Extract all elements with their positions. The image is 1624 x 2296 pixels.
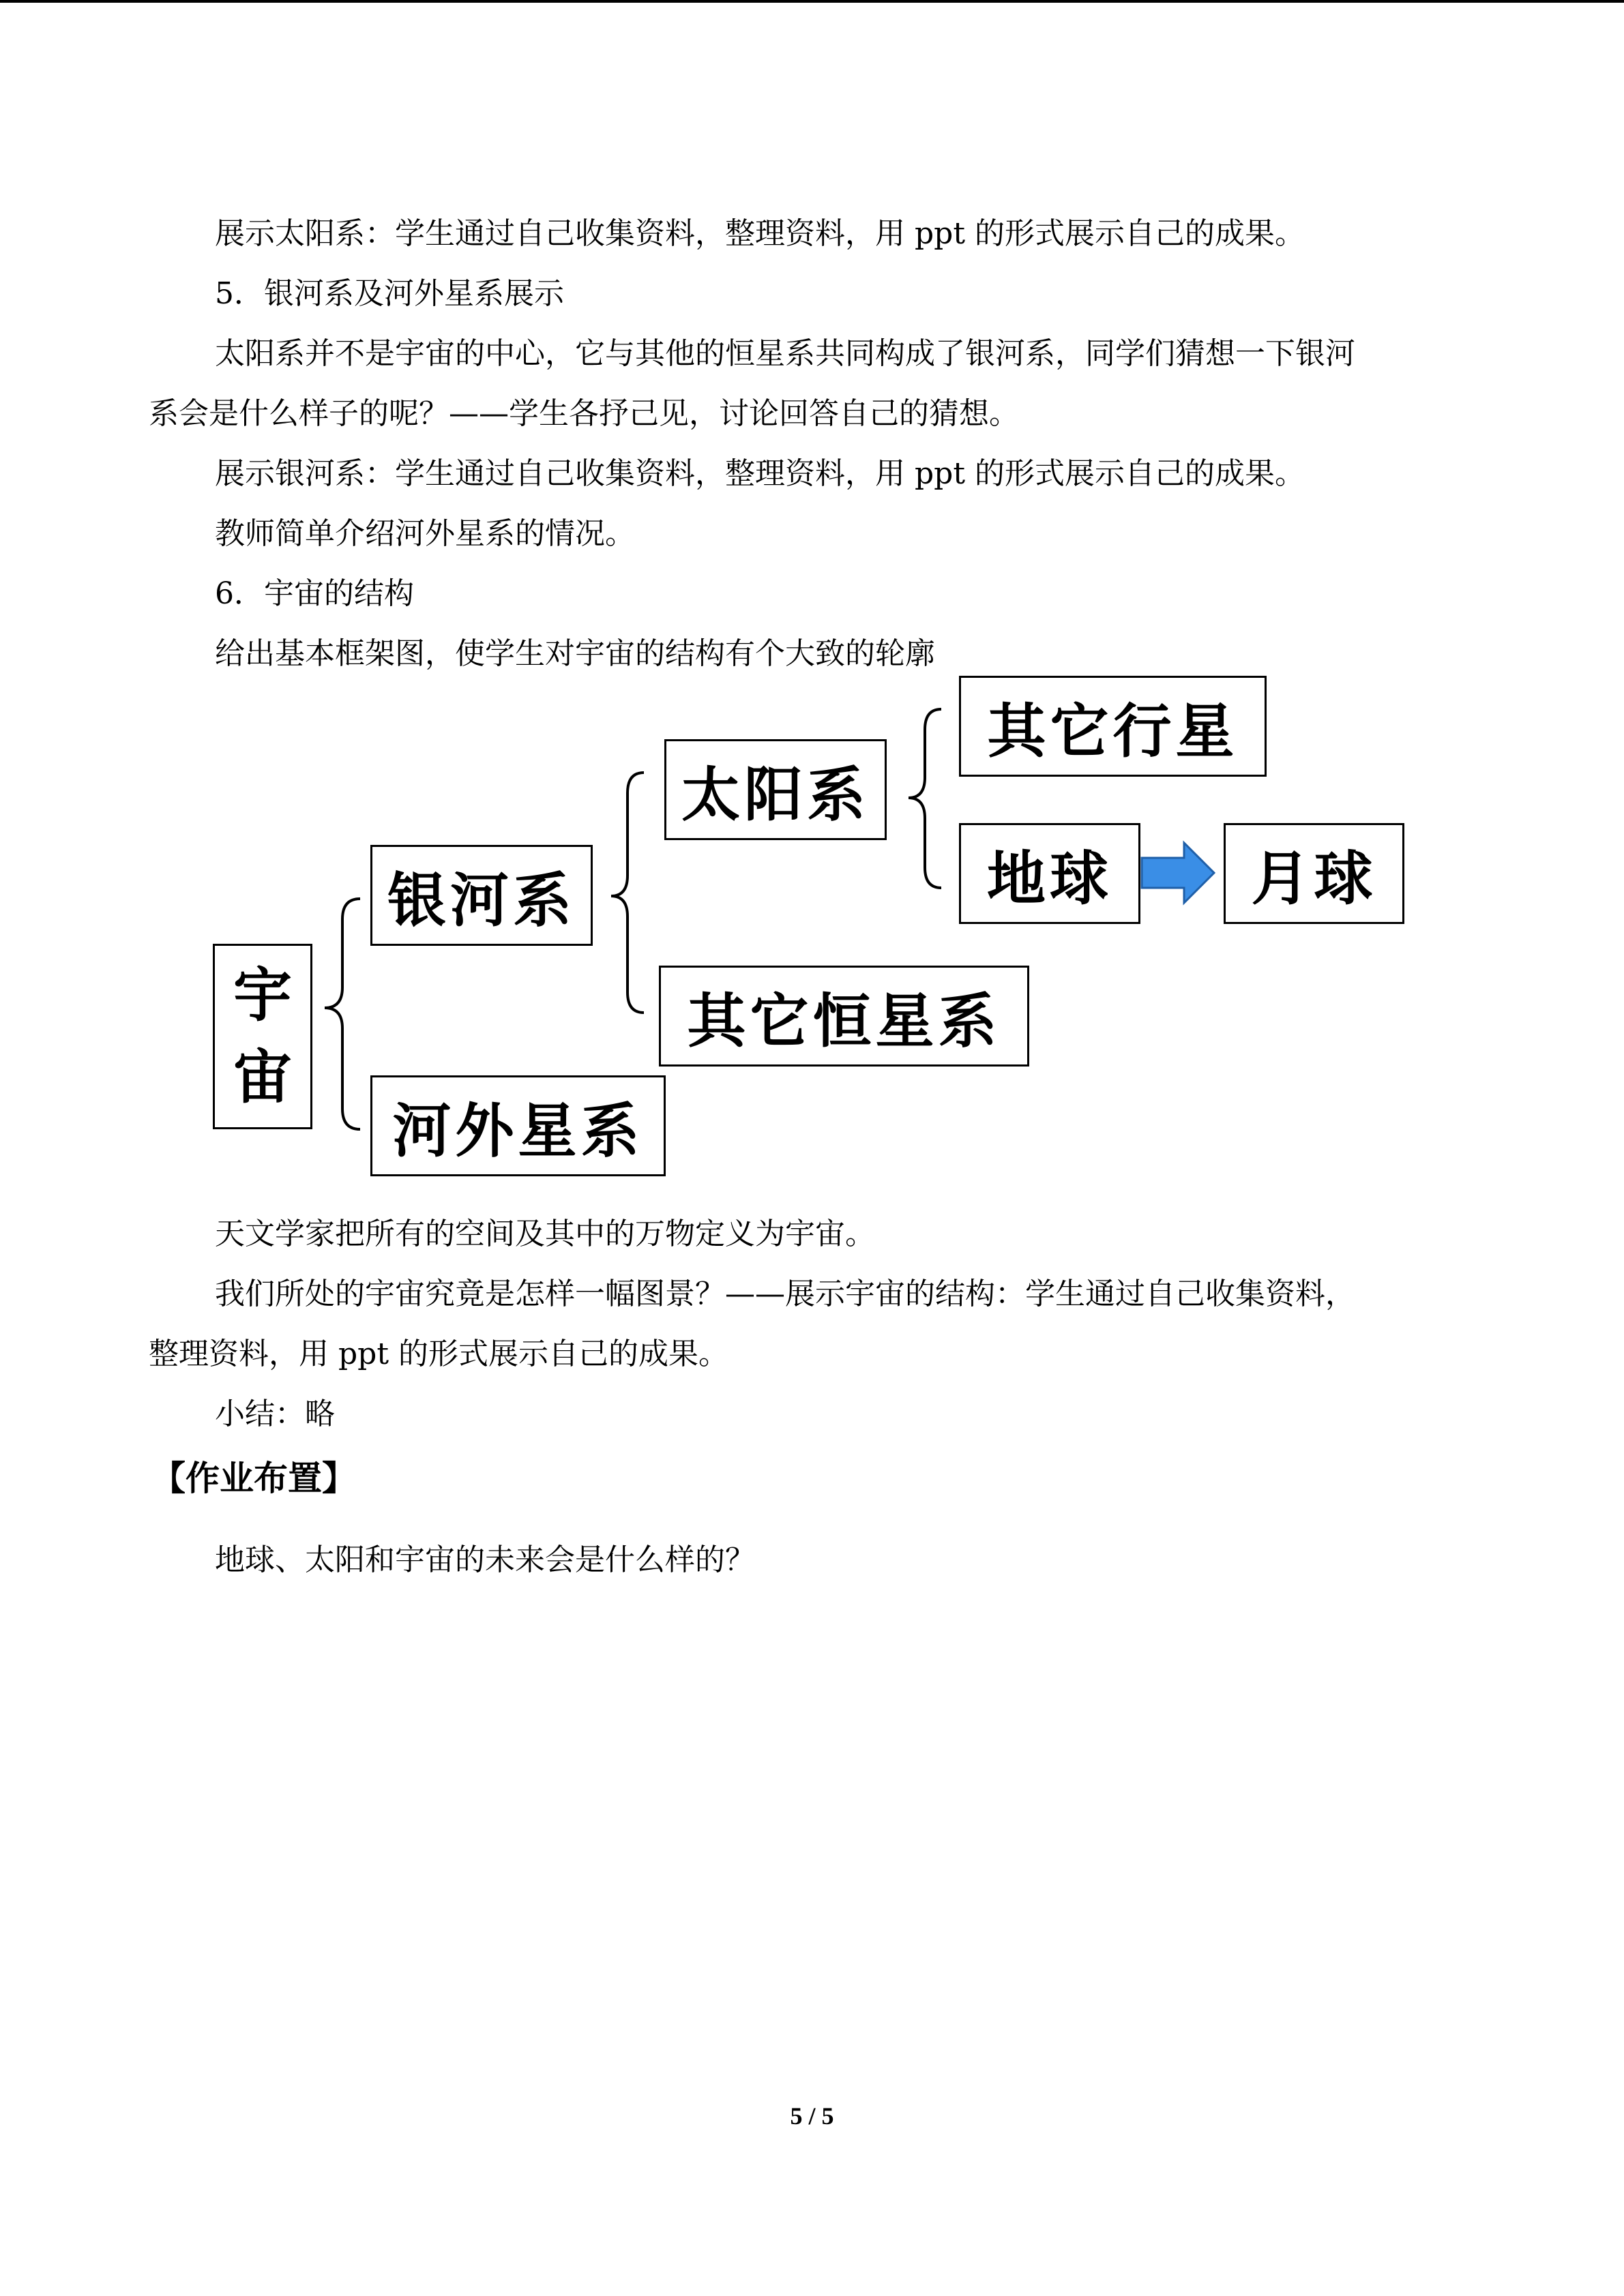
- paragraph-show-milky-way: 展示银河系：学生通过自己收集资料，整理资料，用 ppt 的形式展示自己的成果。: [215, 456, 1305, 491]
- box-other-star-systems: 其它恒星系: [659, 966, 1029, 1067]
- paragraph-teacher-intro: 教师简单介绍河外星系的情况。: [215, 516, 635, 551]
- box-other-planets: 其它行星: [959, 676, 1267, 777]
- page-number: 5 / 5: [790, 2102, 834, 2130]
- paragraph-milky-way-intro-line2: 系会是什么样子的呢？——学生各抒己见，讨论回答自己的猜想。: [149, 396, 1019, 431]
- box-universe-char-top: 宇: [233, 961, 292, 1030]
- homework-question: 地球、太阳和宇宙的未来会是什么样的？: [215, 1542, 755, 1577]
- arrow-earth-to-moon: [1142, 843, 1214, 903]
- box-milky-way: 银河系: [370, 845, 593, 946]
- brace-universe: [325, 899, 360, 1129]
- box-universe-char-bottom: 宙: [233, 1043, 292, 1112]
- section-5-title: 5．银河系及河外星系展示: [215, 276, 564, 311]
- paragraph-universe-picture-line2: 整理资料，用 ppt 的形式展示自己的成果。: [149, 1337, 728, 1371]
- section-6-title: 6．宇宙的结构: [215, 576, 414, 611]
- paragraph-milky-way-intro-line1: 太阳系并不是宇宙的中心，它与其他的恒星系共同构成了银河系，同学们猜想一下银河: [215, 336, 1355, 371]
- box-solar-system: 太阳系: [664, 739, 887, 840]
- box-universe: [213, 944, 312, 1129]
- homework-heading: 【作业布置】: [151, 1459, 356, 1498]
- paragraph-universe-picture-line1: 我们所处的宇宙究竟是怎样一幅图景？——展示宇宙的结构：学生通过自己收集资料，: [215, 1277, 1355, 1311]
- brace-milky-way: [611, 773, 644, 1013]
- paragraph-show-solar-system: 展示太阳系：学生通过自己收集资料，整理资料，用 ppt 的形式展示自己的成果。: [215, 216, 1305, 251]
- paragraph-universe-definition: 天文学家把所有的空间及其中的万物定义为宇宙。: [215, 1217, 875, 1251]
- paragraph-framework: 给出基本框架图，使学生对宇宙的结构有个大致的轮廓: [215, 636, 935, 671]
- brace-solar-system: [909, 709, 941, 888]
- box-moon: 月球: [1224, 823, 1404, 924]
- box-other-galaxies: 河外星系: [370, 1075, 666, 1176]
- box-earth: 地球: [959, 823, 1140, 924]
- paragraph-summary: 小结：略: [215, 1397, 335, 1431]
